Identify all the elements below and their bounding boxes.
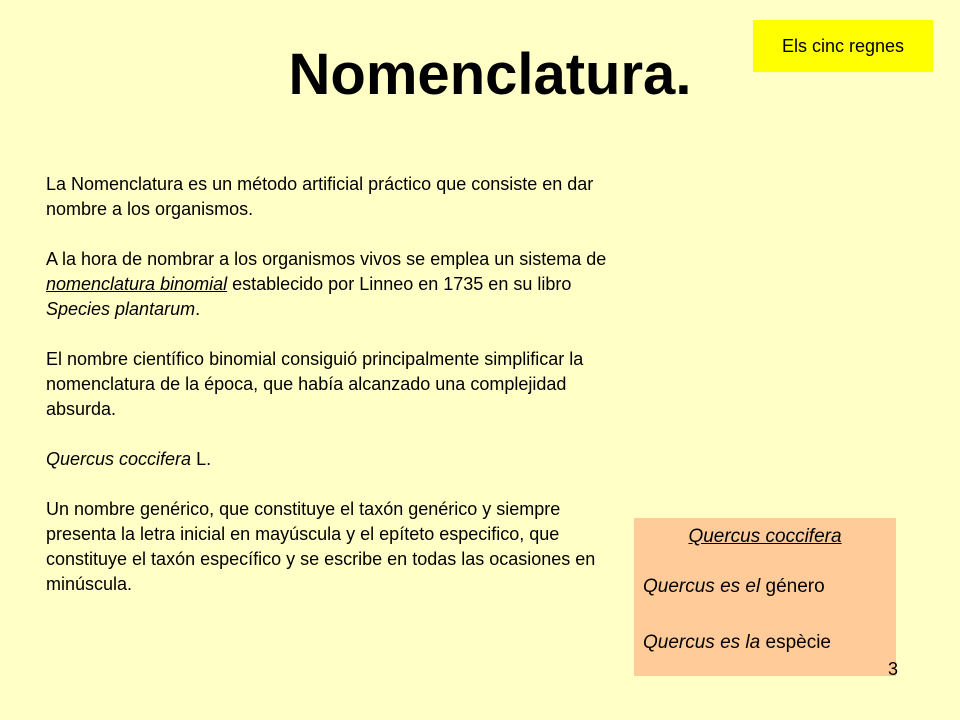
info-box-title: Quercus coccifera bbox=[688, 526, 842, 547]
genus-line-prefix: Quercus es el bbox=[643, 576, 766, 597]
info-box-species-line bbox=[643, 632, 831, 654]
book-title: Species plantarum bbox=[46, 299, 196, 319]
paragraph-definition: La Nomenclatura es un método artificial práctico que consiste en dar nombre a los organismos. bbox=[46, 174, 594, 219]
paragraph-binomial-end: . bbox=[195, 299, 201, 319]
species-term: espècie bbox=[765, 632, 831, 653]
paragraph-binomial bbox=[46, 247, 616, 322]
species-line-prefix: Quercus es la bbox=[643, 632, 766, 653]
paragraph-generic-name: Un nombre genérico, que constituye el taxón genérico y siempre presenta la letra inicial en mayúscula y el epíteto especifico, que constituye el taxón específico y se escribe en todas las ocasiones en minúscula. bbox=[46, 499, 596, 594]
slide-title: Nomenclatura. bbox=[288, 42, 692, 107]
binomial-term: nomenclatura binomial bbox=[46, 274, 228, 294]
example-scientific-name bbox=[46, 447, 616, 472]
genus-term: género bbox=[765, 576, 825, 597]
page-number: 3 bbox=[888, 659, 899, 679]
info-box-genus-line bbox=[643, 576, 825, 598]
paragraph-binomial-middle: establecido por Linneo en 1735 en su libro bbox=[227, 274, 572, 294]
example-info-box bbox=[634, 518, 896, 676]
example-author: L. bbox=[191, 449, 212, 469]
paragraph-binomial-start: A la hora de nombrar a los organismos vivos se emplea un sistema de bbox=[46, 249, 607, 269]
els-cinc-regnes-button[interactable]: Els cinc regnes bbox=[753, 20, 933, 72]
body-text bbox=[46, 172, 616, 597]
example-name: Quercus coccifera bbox=[46, 449, 192, 469]
paragraph-simplification: El nombre científico binomial consiguió principalmente simplificar la nomenclatura de la época, que había alcanzado una complejidad absurda. bbox=[46, 349, 584, 419]
